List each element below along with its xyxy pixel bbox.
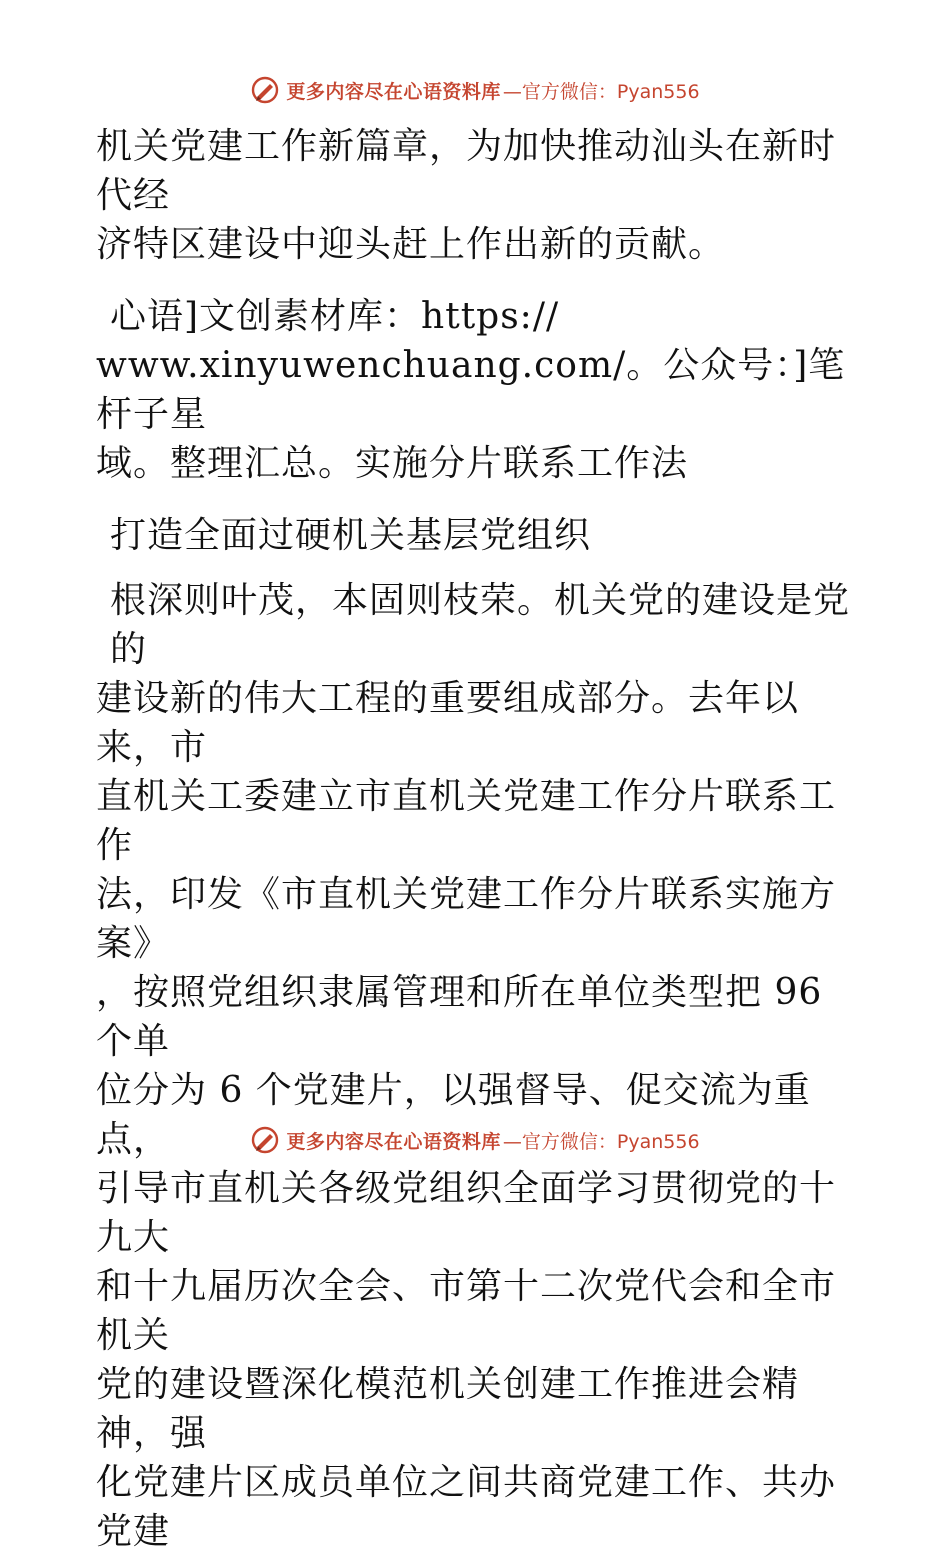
pen-circle-icon (250, 75, 280, 105)
paragraph-4 (96, 576, 856, 1556)
text-line: 根深则叶茂，本固则枝荣。机关党的建设是党的 (110, 580, 851, 670)
watermark-brand: 更多内容尽在心语资料库 (286, 80, 501, 103)
text-line: 化党建片区成员单位之间共商党建工作、共办党建 (96, 1462, 837, 1552)
pen-circle-icon (250, 1125, 280, 1155)
text-line: 直机关工委建立市直机关党建工作分片联系工作 (96, 776, 837, 866)
text-line: 济特区建设中迎头赶上作出新的贡献。 (96, 224, 726, 265)
text-line: 机关党建工作新篇章，为加快推动汕头在新时代经 (96, 126, 837, 216)
header-watermark (0, 70, 950, 110)
paragraph-2 (96, 292, 856, 488)
text-line: 心语]文创素材库：https:// (110, 296, 560, 337)
paragraph-3-heading (96, 511, 856, 560)
text-line: 打造全面过硬机关基层党组织 (110, 515, 592, 556)
text-line: www.xinyuwenchuang.com/。公众号：]笔杆子星 (96, 345, 846, 435)
text-line: 建设新的伟大工程的重要组成部分。去年以来，市 (96, 678, 800, 768)
paragraph-1 (96, 122, 856, 269)
text-line: 引导市直机关各级党组织全面学习贯彻党的十九大 (96, 1168, 837, 1258)
watermark-contact: —官方微信：Pyan556 (502, 1130, 700, 1153)
text-line: 域。整理汇总。实施分片联系工作法 (96, 443, 689, 484)
footer-watermark (0, 1120, 950, 1160)
text-line: 和十九届历次全会、市第十二次党代会和全市机关 (96, 1266, 837, 1356)
watermark-contact: —官方微信：Pyan556 (502, 80, 700, 103)
text-line: 党的建设暨深化模范机关创建工作推进会精神，强 (96, 1364, 800, 1454)
watermark-brand: 更多内容尽在心语资料库 (286, 1130, 501, 1153)
text-line: 法，印发《市直机关党建工作分片联系实施方案》 (96, 874, 837, 964)
text-line: 位分为 6 个党建片，以强督导、促交流为重点， (96, 1070, 811, 1160)
document-body (96, 122, 856, 1556)
text-line: ，按照党组织隶属管理和所在单位类型把 96 个单 (96, 972, 823, 1062)
